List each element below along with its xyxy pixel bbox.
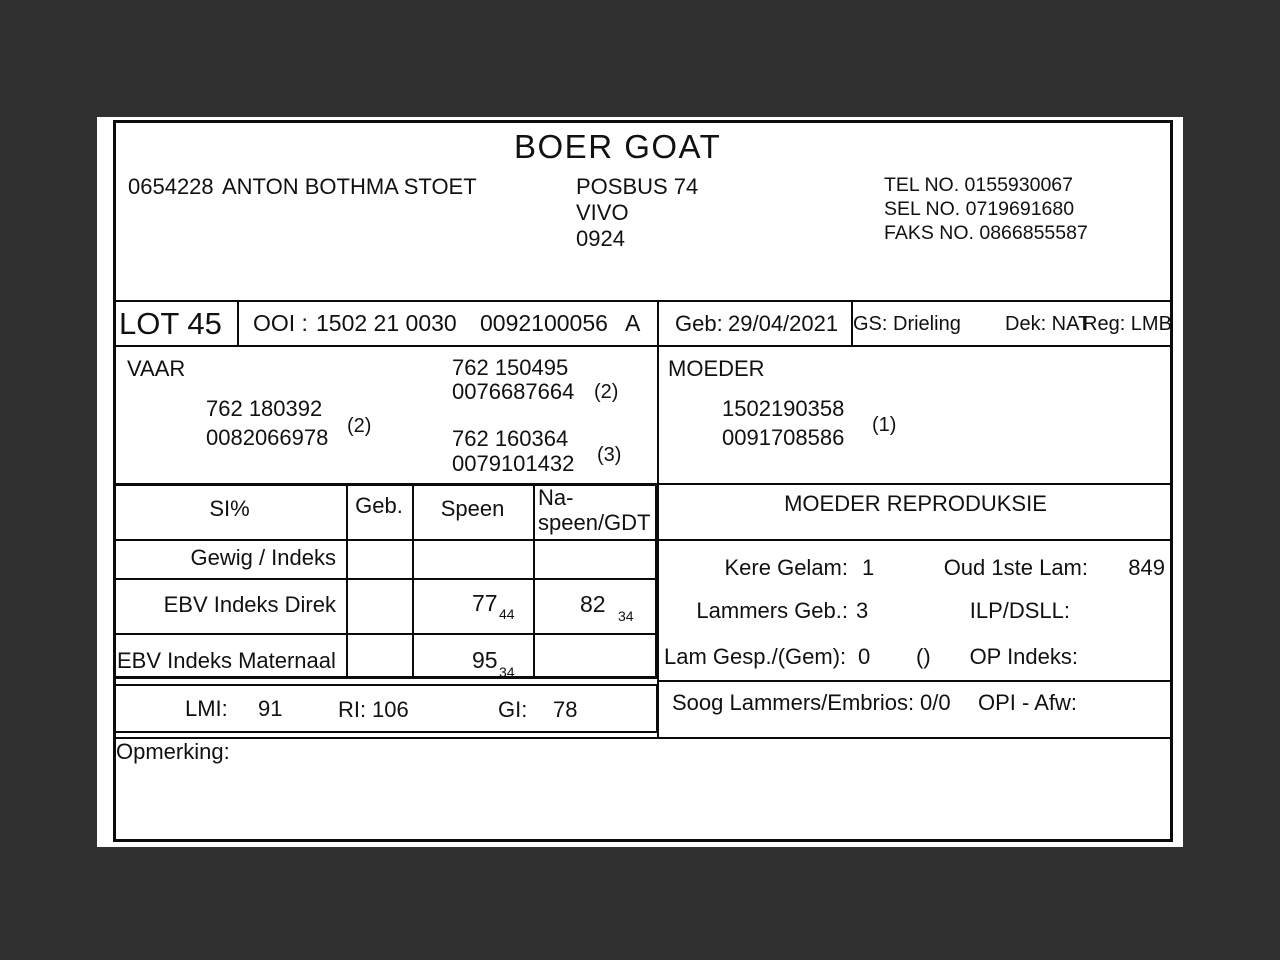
geb-label: Geb: (675, 311, 723, 336)
sire-id: 762 180392 (206, 396, 323, 421)
lmi-value: 91 (258, 696, 283, 721)
member-number: 0654228 (128, 174, 214, 199)
gs-value: GS: Drieling (853, 313, 961, 335)
dam-id: 1502190358 (722, 396, 845, 421)
column-header-naspeen-line2: speen/GDT (538, 510, 651, 535)
granddam-registration: 0079101432 (452, 451, 575, 476)
lot-row-bottom-line (113, 345, 1173, 347)
gewig-row-bottom-line (113, 578, 658, 580)
vaar-label: VAAR (127, 356, 186, 381)
lam-gesp-label: Lam Gesp./(Gem): (664, 644, 847, 669)
row-label-ebv-indeks-direk: EBV Indeks Direk (163, 592, 336, 617)
lam-gesp-value: 0 (858, 644, 871, 669)
granddam-id: 762 160364 (452, 426, 569, 451)
column-header-naspeen-line1: Na- (538, 485, 574, 510)
moeder-label: MOEDER (668, 356, 765, 381)
page-title: BOER GOAT (514, 128, 722, 165)
tel-number: TEL NO. 0155930067 (884, 174, 1073, 196)
maternaal-speen-accuracy: 34 (499, 664, 515, 680)
repro-header-bottom-line (658, 539, 1173, 541)
lot-cell-divider (237, 300, 239, 347)
lot-row-top-line (113, 300, 1173, 302)
birth-date: 29/04/2021 (728, 311, 839, 336)
soog-row-top-line (658, 680, 1173, 682)
oud-1ste-lam-value: 849 (1128, 555, 1165, 580)
ooi-suffix: A (625, 310, 641, 336)
sire-registration: 0082066978 (206, 425, 329, 450)
direk-naspeen-accuracy: 34 (618, 608, 634, 624)
row-label-ebv-indeks-maternaal: EBV Indeks Maternaal (117, 648, 336, 673)
grandsire-generation: (2) (594, 381, 619, 403)
stud-name: ANTON BOTHMA STOET (222, 174, 477, 199)
lam-gesp-gem: () (916, 644, 931, 669)
lot-number: LOT 45 (119, 306, 222, 341)
soog-lammers-label: Soog Lammers/Embrios: (672, 690, 915, 715)
soog-lammers-value: 0/0 (920, 690, 951, 715)
ooi-id: 1502 21 0030 (316, 310, 457, 336)
column-header-si: SI% (209, 496, 250, 521)
ri-label: RI: (338, 697, 367, 722)
opmerking-label: Opmerking: (116, 739, 230, 764)
address-line-1: POSBUS 74 (576, 174, 699, 199)
dek-value: Dek: NAT (1005, 313, 1091, 335)
ri-value: 106 (372, 697, 409, 722)
address-line-3: 0924 (576, 226, 625, 251)
gi-label: GI: (498, 697, 528, 722)
kere-gelam-label: Kere Gelam: (724, 555, 848, 580)
cell-number: SEL NO. 0719691680 (884, 198, 1075, 220)
dam-registration: 0091708586 (722, 425, 845, 450)
dam-generation: (1) (872, 414, 897, 436)
speen-naspeen-divider (533, 483, 535, 679)
direk-row-bottom-line (113, 633, 658, 635)
sire-generation: (2) (347, 415, 372, 437)
column-header-speen: Speen (440, 496, 505, 521)
direk-speen-value: 77 (472, 590, 498, 616)
ooi-registration: 0092100056 (480, 310, 608, 336)
lammers-geb-value: 3 (856, 598, 869, 623)
oud-1ste-lam-label: Oud 1ste Lam: (943, 555, 1088, 580)
maternaal-speen-value: 95 (472, 647, 498, 673)
repro-box-top-line (658, 483, 1173, 485)
fax-number: FAKS NO. 0866855587 (884, 222, 1088, 244)
row-label-gewig-indeks: Gewig / Indeks (190, 545, 336, 570)
repro-title: MOEDER REPRODUKSIE (784, 491, 1047, 516)
lammers-geb-label: Lammers Geb.: (696, 598, 848, 623)
ooi-label: OOI : (253, 310, 308, 336)
table-header-bottom-line (113, 539, 658, 541)
grandsire-id: 762 150495 (452, 355, 569, 380)
ilp-dsll-label: ILP/DSLL: (969, 598, 1070, 623)
reg-value: Reg: LMB (1083, 313, 1172, 335)
granddam-generation: (3) (597, 444, 622, 466)
kere-gelam-value: 1 (862, 555, 875, 580)
gi-value: 78 (553, 697, 578, 722)
column-header-geb: Geb. (355, 493, 403, 518)
lmi-label: LMI: (185, 696, 228, 721)
direk-speen-accuracy: 44 (499, 606, 515, 622)
opmerking-top-line (113, 737, 1173, 739)
address-line-2: VIVO (576, 200, 629, 225)
grandsire-registration: 0076687664 (452, 379, 575, 404)
op-indeks-label: OP Indeks: (969, 644, 1078, 669)
direk-naspeen-value: 82 (580, 591, 606, 617)
opi-afw-label: OPI - Afw: (977, 690, 1077, 715)
